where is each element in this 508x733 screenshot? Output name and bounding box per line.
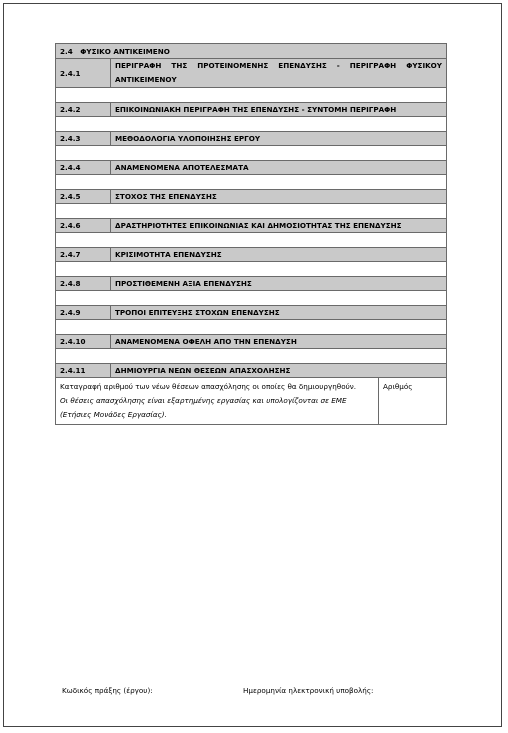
row-number: 2.4.8 xyxy=(56,277,111,291)
table-row xyxy=(56,248,447,262)
answer-field[interactable] xyxy=(56,291,447,306)
row-label: ΑΝΑΜΕΝΟΜΕΝΑ ΟΦΕΛΗ ΑΠΟ ΤΗΝ ΕΠΕΝΔΥΣΗ xyxy=(111,335,447,349)
employment-line-1: Καταγραφή αριθμού των νέων θέσεων απασχόλησης οι οποίες θα δημιουργηθούν. xyxy=(60,382,357,391)
answer-field[interactable] xyxy=(56,320,447,335)
employment-line-3: (Ετήσιες Μονάδες Εργασίας). xyxy=(60,410,167,419)
row-label: ΕΠΙΚΟΙΝΩΝΙΑΚΗ ΠΕΡΙΓΡΑΦΗ ΤΗΣ ΕΠΕΝΔΥΣΗΣ - ΣΥΝΤΟΜΗ ΠΕΡΙΓΡΑΦΗ xyxy=(111,103,447,117)
table-row xyxy=(56,190,447,204)
row-number: 2.4.9 xyxy=(56,306,111,320)
answer-field[interactable] xyxy=(56,349,447,364)
answer-field[interactable] xyxy=(56,233,447,248)
table-row xyxy=(56,277,447,291)
employment-number-field[interactable] xyxy=(379,378,447,425)
row-label: ΚΡΙΣΙΜΟΤΗΤΑ ΕΠΕΝΔΥΣΗΣ xyxy=(111,248,447,262)
row-number: 2.4.5 xyxy=(56,190,111,204)
table-row xyxy=(56,335,447,349)
row-number: 2.4.7 xyxy=(56,248,111,262)
table-row xyxy=(56,364,447,378)
project-code-label: Κωδικός πράξης (έργου): xyxy=(62,686,153,695)
row-label: ΜΕΘΟΔΟΛΟΓΙΑ ΥΛΟΠΟΙΗΣΗΣ ΕΡΓΟΥ xyxy=(111,132,447,146)
table-row xyxy=(56,306,447,320)
employment-line-2: Οι θέσεις απασχόλησης είναι εξαρτημένης εργασίας και υπολογίζονται σε ΕΜΕ xyxy=(60,396,347,405)
table-row xyxy=(56,103,447,117)
employment-row xyxy=(56,378,447,425)
employment-description xyxy=(56,378,379,425)
row-heading xyxy=(111,59,447,88)
physical-object-form xyxy=(55,43,447,425)
submission-date-label: Ημερομηνία ηλεκτρονική υποβολής: xyxy=(243,686,374,695)
row-label: ΤΡΟΠΟΙ ΕΠΙΤΕΥΞΗΣ ΣΤΟΧΩΝ ΕΠΕΝΔΥΣΗΣ xyxy=(111,306,447,320)
table-row xyxy=(56,219,447,233)
number-label: Αριθμός xyxy=(383,382,413,391)
row-label: ΑΝΑΜΕΝΟΜΕΝΑ ΑΠΟΤΕΛΕΣΜΑΤΑ xyxy=(111,161,447,175)
section-number: 2.4 xyxy=(60,46,73,56)
answer-field[interactable] xyxy=(56,204,447,219)
table-row xyxy=(56,132,447,146)
row-number: 2.4.2 xyxy=(56,103,111,117)
row-number: 2.4.11 xyxy=(56,364,111,378)
answer-field[interactable] xyxy=(56,175,447,190)
row-label: ΠΡΟΣΤΙΘΕΜΕΝΗ ΑΞΙΑ ΕΠΕΝΔΥΣΗΣ xyxy=(111,277,447,291)
answer-field[interactable] xyxy=(56,117,447,132)
section-title: ΦΥΣΙΚΟ ΑΝΤΙΚΕΙΜΕΝΟ xyxy=(80,46,170,56)
row-label: ΣΤΟΧΟΣ ΤΗΣ ΕΠΕΝΔΥΣΗΣ xyxy=(111,190,447,204)
answer-field[interactable] xyxy=(56,262,447,277)
table-row xyxy=(56,59,447,88)
row-number: 2.4.6 xyxy=(56,219,111,233)
section-header xyxy=(56,44,447,59)
row-label: ΔΗΜΙΟΥΡΓΙΑ ΝΕΩΝ ΘΕΣΕΩΝ ΑΠΑΣΧΟΛΗΣΗΣ xyxy=(111,364,447,378)
row-number: 2.4.10 xyxy=(56,335,111,349)
row-label: ΠΕΡΙΓΡΑΦΗ ΤΗΣ ΠΡΟΤΕΙΝΟΜΕΝΗΣ ΕΠΕΝΔΥΣΗΣ - ΠΕΡΙΓΡΑΦΗ ΦΥΣΙΚΟΥ ΑΝΤΙΚΕΙΜΕΝΟΥ xyxy=(115,61,442,84)
answer-field[interactable] xyxy=(56,88,447,103)
row-label: ΔΡΑΣΤΗΡΙΟΤΗΤΕΣ ΕΠΙΚΟΙΝΩΝΙΑΣ ΚΑΙ ΔΗΜΟΣΙΟΤΗΤΑΣ ΤΗΣ ΕΠΕΝΔΥΣΗΣ xyxy=(111,219,447,233)
section-header-row xyxy=(56,44,447,59)
row-number: 2.4.1 xyxy=(56,59,111,88)
row-number: 2.4.3 xyxy=(56,132,111,146)
table-row xyxy=(56,161,447,175)
answer-field[interactable] xyxy=(56,146,447,161)
row-number: 2.4.4 xyxy=(56,161,111,175)
